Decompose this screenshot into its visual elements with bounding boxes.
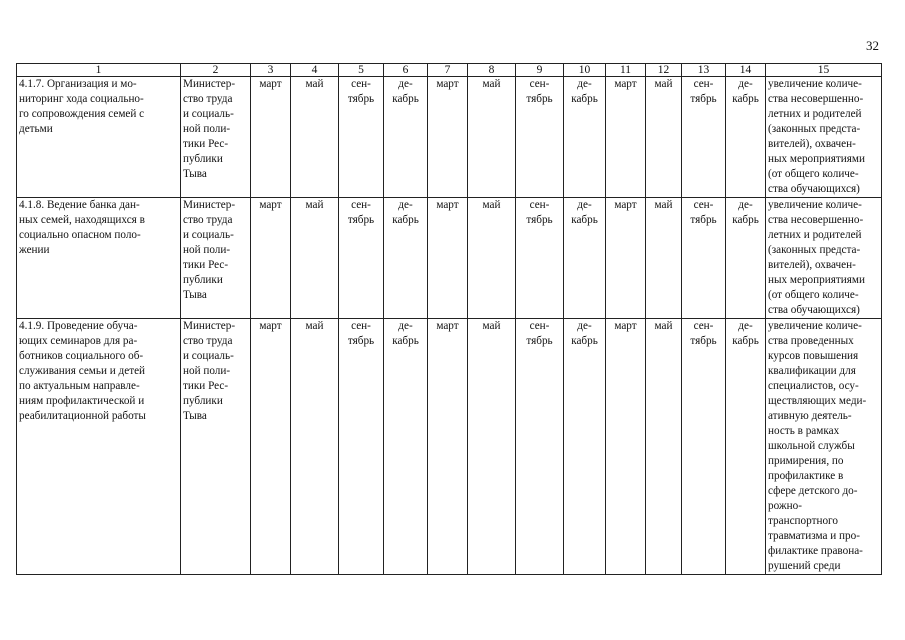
- period-cell: де- кабрь: [384, 319, 428, 575]
- period-cell: де- кабрь: [726, 77, 766, 198]
- period-cell: март: [251, 198, 291, 319]
- column-number: 5: [339, 64, 384, 77]
- executor-cell: Министер- ство труда и социаль- ной поли- тики Рес- публики Тыва: [181, 198, 251, 319]
- period-cell: сен- тябрь: [682, 319, 726, 575]
- measure-cell: 4.1.9. Проведение обуча- ющих семинаров для ра- ботников социального об- служивания семьи и детей по актуальным направле- ниям профилактической и реабилитационной работы: [17, 319, 181, 575]
- column-number: 1: [17, 64, 181, 77]
- period-cell: сен- тябрь: [516, 319, 564, 575]
- indicator-cell: увеличение количе- ства несовершенно- летних и родителей (законных предста- вителей), охвачен- ных мероприятиями (от общего количе- ства обучающихся): [766, 198, 882, 319]
- measure-cell: 4.1.7. Организация и мо- ниторинг хода социально- го сопровождения семей с детьми: [17, 77, 181, 198]
- period-cell: март: [428, 198, 468, 319]
- period-cell: сен- тябрь: [339, 77, 384, 198]
- column-number: 3: [251, 64, 291, 77]
- column-number: 9: [516, 64, 564, 77]
- column-number: 6: [384, 64, 428, 77]
- table-row: [17, 319, 882, 575]
- period-cell: март: [606, 198, 646, 319]
- column-number: 8: [468, 64, 516, 77]
- period-cell: май: [468, 198, 516, 319]
- period-cell: март: [606, 319, 646, 575]
- period-cell: март: [428, 77, 468, 198]
- table-row: [17, 198, 882, 319]
- column-number: 10: [564, 64, 606, 77]
- period-cell: де- кабрь: [384, 77, 428, 198]
- period-cell: сен- тябрь: [516, 77, 564, 198]
- period-cell: май: [646, 319, 682, 575]
- period-cell: де- кабрь: [726, 319, 766, 575]
- period-cell: май: [291, 198, 339, 319]
- column-number: 12: [646, 64, 682, 77]
- period-cell: май: [646, 198, 682, 319]
- column-number: 15: [766, 64, 882, 77]
- period-cell: май: [291, 319, 339, 575]
- period-cell: май: [291, 77, 339, 198]
- indicator-cell: увеличение количе- ства проведенных курсов повышения квалификации для специалистов, осу- ществляющих меди- ативную деятель- ность в рамках школьной службы примирения, по профилактике в сфере детского до- рожно- транспортного травматизма и про- филактике правона- рушений среди: [766, 319, 882, 575]
- period-cell: де- кабрь: [564, 198, 606, 319]
- column-number: 11: [606, 64, 646, 77]
- period-cell: де- кабрь: [384, 198, 428, 319]
- measure-cell: 4.1.8. Ведение банка дан- ных семей, находящихся в социально опасном поло- жении: [17, 198, 181, 319]
- column-number-row: [17, 64, 882, 77]
- executor-cell: Министер- ство труда и социаль- ной поли- тики Рес- публики Тыва: [181, 77, 251, 198]
- period-cell: де- кабрь: [564, 319, 606, 575]
- column-number: 7: [428, 64, 468, 77]
- indicator-cell: увеличение количе- ства несовершенно- летних и родителей (законных предста- вителей), охвачен- ных мероприятиями (от общего количе- ства обучающихся): [766, 77, 882, 198]
- period-cell: март: [251, 77, 291, 198]
- page-number: 32: [866, 38, 879, 53]
- column-number: 4: [291, 64, 339, 77]
- period-cell: май: [646, 77, 682, 198]
- period-cell: март: [251, 319, 291, 575]
- period-cell: май: [468, 319, 516, 575]
- period-cell: сен- тябрь: [682, 198, 726, 319]
- period-cell: де- кабрь: [564, 77, 606, 198]
- table-row: [17, 77, 882, 198]
- period-cell: сен- тябрь: [516, 198, 564, 319]
- period-cell: май: [468, 77, 516, 198]
- executor-cell: Министер- ство труда и социаль- ной поли- тики Рес- публики Тыва: [181, 319, 251, 575]
- column-number: 13: [682, 64, 726, 77]
- period-cell: сен- тябрь: [339, 319, 384, 575]
- period-cell: де- кабрь: [726, 198, 766, 319]
- measures-table: [16, 63, 882, 575]
- period-cell: сен- тябрь: [339, 198, 384, 319]
- column-number: 14: [726, 64, 766, 77]
- period-cell: март: [606, 77, 646, 198]
- period-cell: сен- тябрь: [682, 77, 726, 198]
- period-cell: март: [428, 319, 468, 575]
- column-number: 2: [181, 64, 251, 77]
